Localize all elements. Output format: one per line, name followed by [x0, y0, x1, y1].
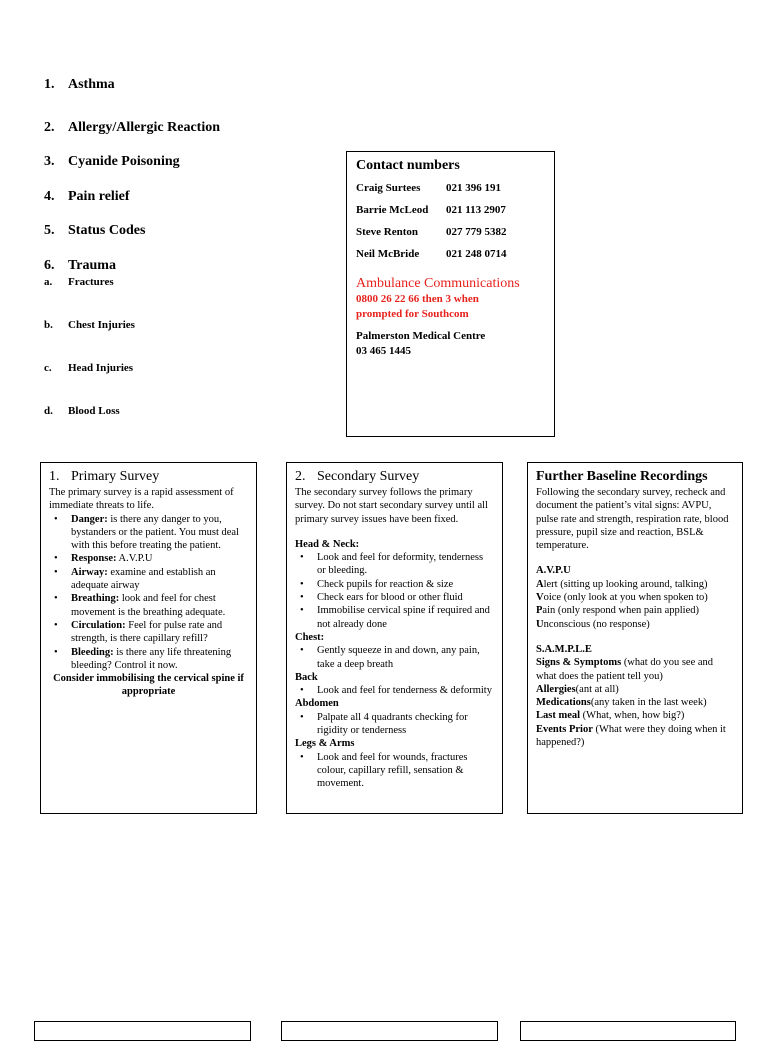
- contact-numbers-box: [346, 151, 555, 437]
- item-text: is there any danger to you, bystanders or the patient. You must deal with this before treating the patient.: [71, 513, 239, 552]
- item-text: A.V.P.U: [116, 553, 153, 565]
- topic-number: 4.: [44, 189, 55, 204]
- checklist-item: [71, 592, 248, 619]
- list-item: • Check pupils for reaction & size: [317, 578, 494, 591]
- card-number: 2.: [295, 469, 306, 484]
- medical-centre-phone: 03 465 1445: [356, 345, 411, 357]
- item-term: Airway:: [71, 566, 108, 578]
- section-list: [295, 711, 494, 738]
- sample-text: (what do you see and what does the patient tell you): [536, 657, 714, 682]
- subtopic-letter: c.: [44, 362, 52, 374]
- subtopic-item: [44, 276, 114, 288]
- section-list: [295, 751, 494, 791]
- secondary-intro: The secondary survey follows the primary survey. Do not start secondary survey until all primary survey issues have been fixed.: [295, 487, 488, 525]
- topic-number: 1.: [44, 77, 55, 92]
- topic-number: 5.: [44, 223, 55, 238]
- sample-text: (What were they doing when it happened?): [536, 723, 726, 749]
- contact-name: Steve Renton: [356, 226, 419, 238]
- topic-item: [44, 77, 115, 93]
- item-term: Bleeding:: [71, 646, 114, 658]
- contact-title: Contact numbers: [356, 158, 460, 173]
- list-item: • Look and feel for deformity, tenderness or bleeding.: [317, 551, 494, 578]
- avpu-letter: P: [536, 605, 543, 617]
- avpu-line: [536, 618, 734, 631]
- checklist-item: [71, 513, 248, 553]
- contact-row: [356, 182, 545, 204]
- baseline-title: Further Baseline Recordings: [536, 469, 708, 484]
- ambulance-instruction: prompted for Southcom: [356, 308, 469, 320]
- spacer: [536, 631, 734, 643]
- section-heading: Head & Neck:: [295, 538, 360, 550]
- primary-survey-card: [40, 462, 257, 814]
- card-title-text: Primary Survey: [71, 469, 160, 484]
- contact-name: Barrie McLeod: [356, 204, 429, 216]
- topic-label: Cyanide Poisoning: [68, 154, 180, 169]
- list-item: • Check ears for blood or other fluid: [317, 591, 494, 604]
- checklist-item: [71, 566, 248, 593]
- subtopic-letter: b.: [44, 319, 53, 331]
- topic-label: Status Codes: [68, 223, 146, 238]
- section-list: [295, 684, 494, 697]
- contact-name: Craig Surtees: [356, 182, 421, 194]
- topic-label: Pain relief: [68, 189, 130, 204]
- subtopic-item: [44, 362, 133, 374]
- primary-survey-title: [49, 468, 248, 485]
- sample-term: Medications: [536, 697, 591, 709]
- sample-text: (What, when, how big?): [580, 710, 685, 722]
- baseline-recordings-card: [527, 462, 743, 814]
- topic-item: [44, 258, 116, 274]
- list-item: • Palpate all 4 quadrants checking for rigidity or tenderness: [317, 711, 494, 738]
- avpu-line: [536, 591, 734, 604]
- subtopic-label: Fractures: [68, 276, 114, 288]
- sample-term: Events Prior: [536, 723, 593, 735]
- contact-name: Neil McBride: [356, 248, 420, 260]
- ambulance-title: Ambulance Communications: [356, 276, 520, 291]
- subtopic-item: [44, 405, 120, 417]
- contact-row: [356, 248, 545, 270]
- avpu-line: [536, 578, 734, 591]
- sample-heading: S.A.M.P.L.E: [536, 643, 592, 655]
- sample-line: [536, 683, 734, 696]
- item-term: Response:: [71, 553, 117, 565]
- sample-text: (ant at all): [575, 683, 619, 695]
- card-number: 1.: [49, 469, 60, 484]
- sample-line: [536, 696, 734, 709]
- contact-phone: 027 779 5382: [446, 226, 507, 238]
- secondary-survey-title: [295, 468, 494, 485]
- sample-term: Allergies: [536, 683, 576, 695]
- baseline-intro: Following the secondary survey, recheck and document the patient’s vital signs: AVPU, pulse rate and strength, respiration rate, blood pressure, pupil size and reaction, BSL& temperature.: [536, 487, 729, 552]
- primary-checklist: [49, 513, 248, 673]
- spacer: [536, 552, 734, 564]
- section-heading: Legs & Arms: [295, 738, 355, 750]
- next-card-edge: [520, 1021, 736, 1041]
- section-list: [295, 551, 494, 631]
- subtopic-label: Head Injuries: [68, 362, 134, 374]
- avpu-letter: A: [536, 578, 544, 590]
- subtopic-label: Chest Injuries: [68, 319, 135, 331]
- topic-item: [44, 223, 145, 239]
- sample-line: [536, 656, 734, 683]
- section-list: [295, 644, 494, 671]
- avpu-letter: V: [536, 592, 544, 604]
- medical-centre-name: Palmerston Medical Centre: [356, 330, 486, 342]
- next-card-edge: [281, 1021, 498, 1041]
- contact-phone: 021 396 191: [446, 182, 501, 194]
- contact-phone: 021 248 0714: [446, 248, 507, 260]
- avpu-text: lert (sitting up looking around, talking): [543, 578, 708, 590]
- list-item: • Look and feel for tenderness & deformity: [317, 684, 494, 697]
- sample-line: [536, 709, 734, 722]
- subtopic-letter: a.: [44, 276, 53, 288]
- contact-phone: 021 113 2907: [446, 204, 506, 216]
- primary-intro: The primary survey is a rapid assessment of immediate threats to life.: [49, 487, 234, 512]
- topic-number: 2.: [44, 120, 55, 135]
- section-heading: Back: [295, 671, 318, 683]
- avpu-text: oice (only look at you when spoken to): [543, 592, 708, 604]
- item-text: is there any life threatening bleeding? Control it now.: [71, 646, 232, 671]
- contact-row: [356, 226, 545, 248]
- item-term: Danger:: [71, 513, 108, 525]
- card-title-text: Secondary Survey: [317, 469, 420, 484]
- checklist-item: [71, 619, 248, 646]
- item-term: Circulation:: [71, 619, 126, 631]
- item-term: Breathing:: [71, 593, 120, 605]
- topic-label: Asthma: [68, 77, 115, 92]
- section-heading: Abdomen: [295, 698, 339, 710]
- sample-term: Last meal: [536, 710, 581, 722]
- avpu-line: [536, 604, 734, 617]
- topic-item: [44, 189, 130, 205]
- item-text: Feel for pulse rate and strength, is there capillary refill?: [71, 619, 223, 645]
- item-text: look and feel for chest movement is the breathing adequate.: [71, 593, 226, 618]
- item-text: examine and establish an adequate airway: [71, 566, 216, 592]
- checklist-item: [71, 646, 248, 673]
- list-item: • Immobilise cervical spine if required and not already done: [317, 604, 494, 631]
- avpu-heading: A.V.P.U: [536, 565, 571, 577]
- sample-line: [536, 723, 734, 750]
- topic-number: 6.: [44, 258, 55, 273]
- spacer: [295, 526, 494, 538]
- subtopic-letter: d.: [44, 405, 53, 417]
- sample-text: (any taken in the last week): [590, 697, 707, 709]
- sample-term: Signs & Symptoms: [536, 657, 622, 669]
- section-heading: Chest:: [295, 631, 325, 643]
- avpu-text: nconscious (no response): [543, 618, 650, 630]
- secondary-survey-card: [286, 462, 503, 814]
- checklist-item: [71, 552, 248, 565]
- topic-item: [44, 154, 180, 170]
- list-item: • Gently squeeze in and down, any pain, take a deep breath: [317, 644, 494, 671]
- primary-footer-note: Consider immobilising the cervical spine if appropriate: [53, 673, 244, 698]
- list-item: • Look and feel for wounds, fractures colour, capillary refill, sensation & movement.: [317, 751, 494, 791]
- contact-row: [356, 204, 545, 226]
- topic-label: Trauma: [68, 258, 116, 273]
- ambulance-number: 0800 26 22 66 then 3 when: [356, 293, 479, 305]
- topic-number: 3.: [44, 154, 55, 169]
- subtopic-item: [44, 319, 135, 331]
- avpu-letter: U: [536, 618, 544, 630]
- topic-item: [44, 120, 220, 136]
- next-card-edge: [34, 1021, 251, 1041]
- avpu-text: ain (only respond when pain applied): [542, 605, 700, 617]
- topic-label: Allergy/Allergic Reaction: [68, 120, 221, 135]
- subtopic-label: Blood Loss: [68, 405, 120, 417]
